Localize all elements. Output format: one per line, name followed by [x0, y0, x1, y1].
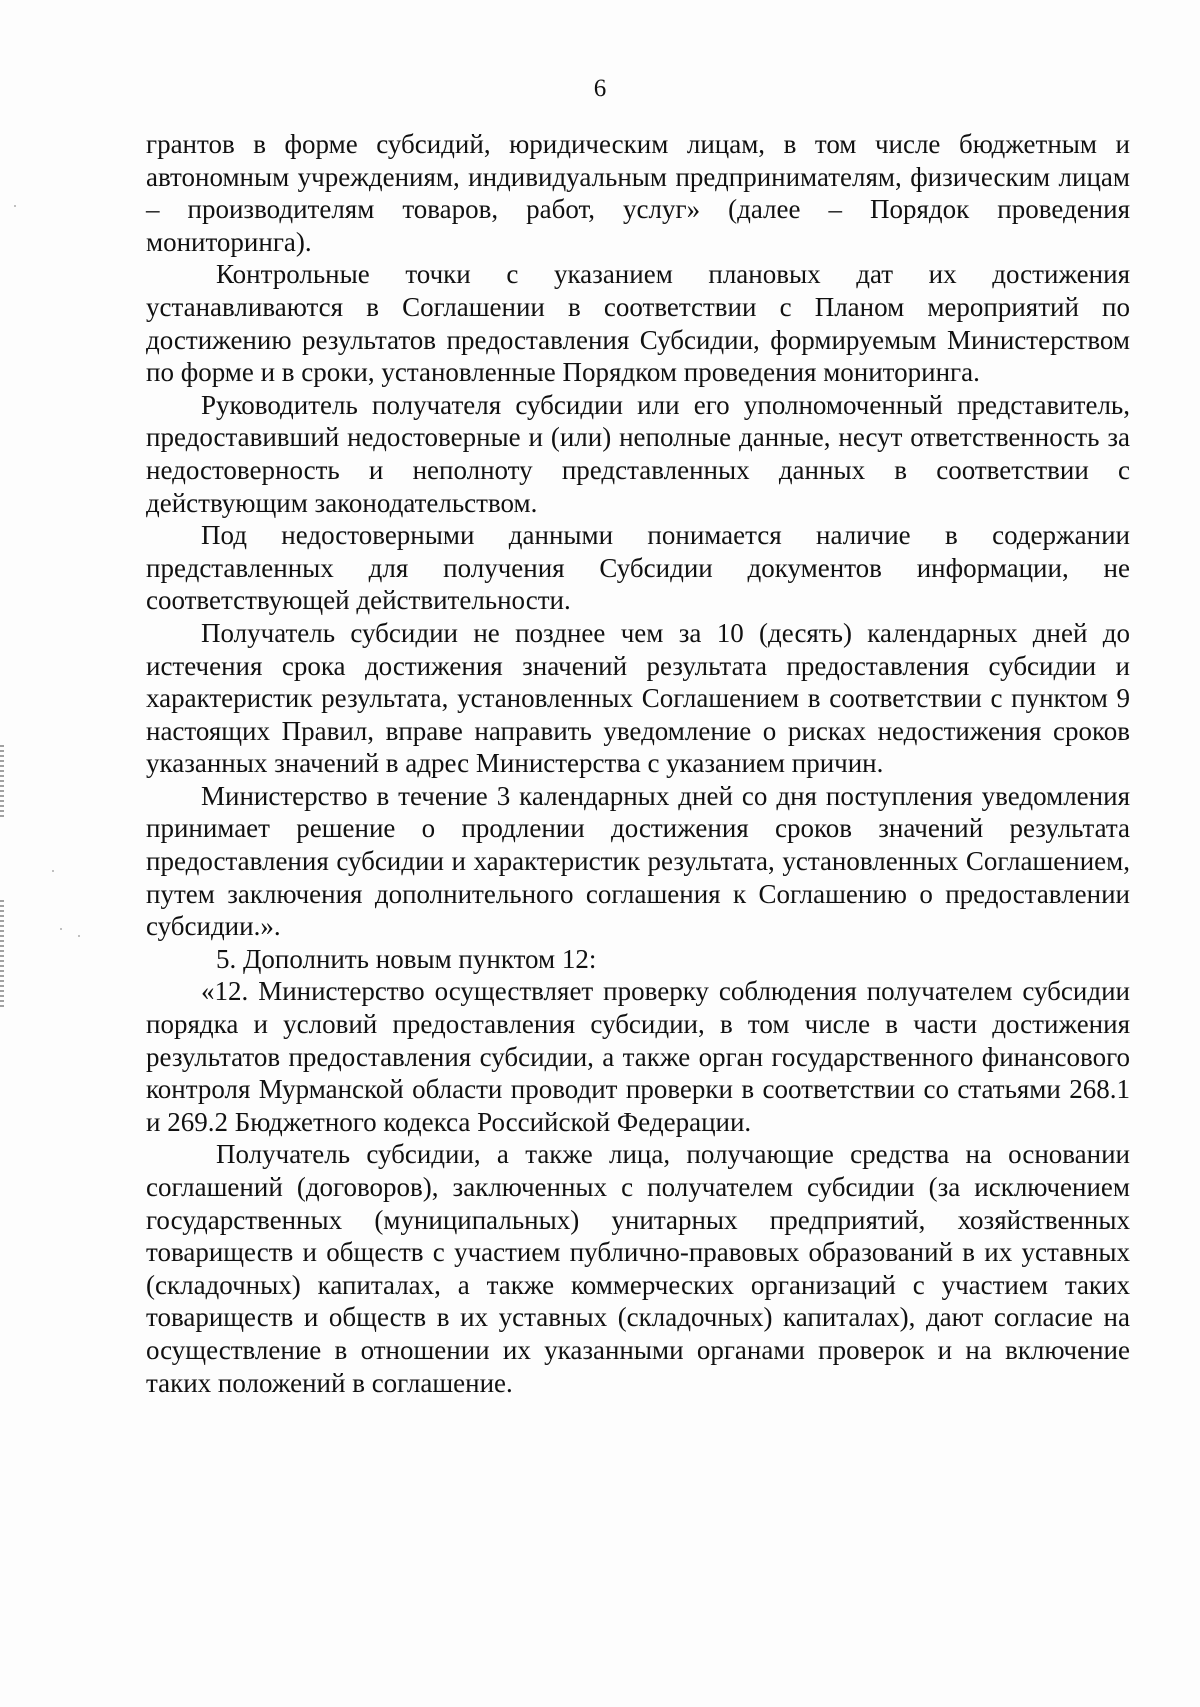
paragraph: Получатель субсидии, а также лица, получающие средства на основании соглашений (договоров), заключенных с получателем субсидии (за исключением государственных (муниципальных) унитарных предприятий, хозяйственных товариществ и обществ с участием публично-правовых образований в их уставных (складочных) капиталах, а также коммерческих организаций с участием таких товариществ и обществ в их уставных (складочных) капиталах), дают согласие на осуществление в отношении их указанными органами проверок и на включение таких положений в соглашение.: [146, 1139, 1130, 1398]
paragraph: Министерство в течение 3 календарных дней со дня поступления уведомления принимает решение о продлении достижения сроков значений результата предоставления субсидии и характеристик результата, установленных Соглашением, путем заключения дополнительного соглашения к Соглашению о предоставлении субсидии.».: [146, 780, 1130, 942]
paragraph: Получатель субсидии не позднее чем за 10 (десять) календарных дней до истечения срока достижения значений результата предоставления субсидии и характеристик результата, установленных Соглашением в соответствии с пунктом 9 настоящих Правил, вправе направить уведомление о рисках недостижения сроков указанных значений в адрес Министерства с указанием причин.: [146, 617, 1130, 779]
scan-speck: [60, 928, 62, 930]
scan-speck: [78, 935, 80, 937]
paragraph: Под недостоверными данными понимается наличие в содержании представленных для получения Субсидии документов информации, не соответствующей действительности.: [146, 520, 1130, 616]
scan-artifact: [0, 745, 4, 820]
paragraph: Контрольные точки с указанием плановых дат их достижения устанавливаются в Соглашении в соответствии с Планом мероприятий по достижению результатов предоставления Субсидии, формируемым Министерством по форме и в сроки, установленные Порядком проведения мониторинга.: [146, 259, 1130, 388]
document-body: [146, 128, 1130, 1399]
paragraph: Руководитель получателя субсидии или его уполномоченный представитель, предоставивший недостоверные и (или) неполные данные, несут ответственность за недостоверность и неполноту представленных данных в соответствии с действующим законодательством.: [146, 389, 1130, 518]
paragraph: грантов в форме субсидий, юридическим лицам, в том числе бюджетным и автономным учреждениям, индивидуальным предпринимателям, физическим лицам – производителям товаров, работ, услуг» (далее – Порядок проведения мониторинга).: [146, 129, 1130, 257]
scan-artifact: [0, 900, 4, 1010]
paragraph: 5. Дополнить новым пунктом 12:: [216, 943, 597, 974]
paragraph: «12. Министерство осуществляет проверку соблюдения получателем субсидии порядка и условий предоставления субсидии, в том числе в части достижения результатов предоставления субсидии, а также орган государственного финансового контроля Мурманской области проводит проверки в соответствии со статьями 268.1 и 269.2 Бюджетного кодекса Российской Федерации.: [146, 976, 1130, 1137]
page-number: 6: [593, 75, 607, 102]
scan-speck: [14, 205, 16, 207]
scan-speck: [52, 870, 54, 872]
